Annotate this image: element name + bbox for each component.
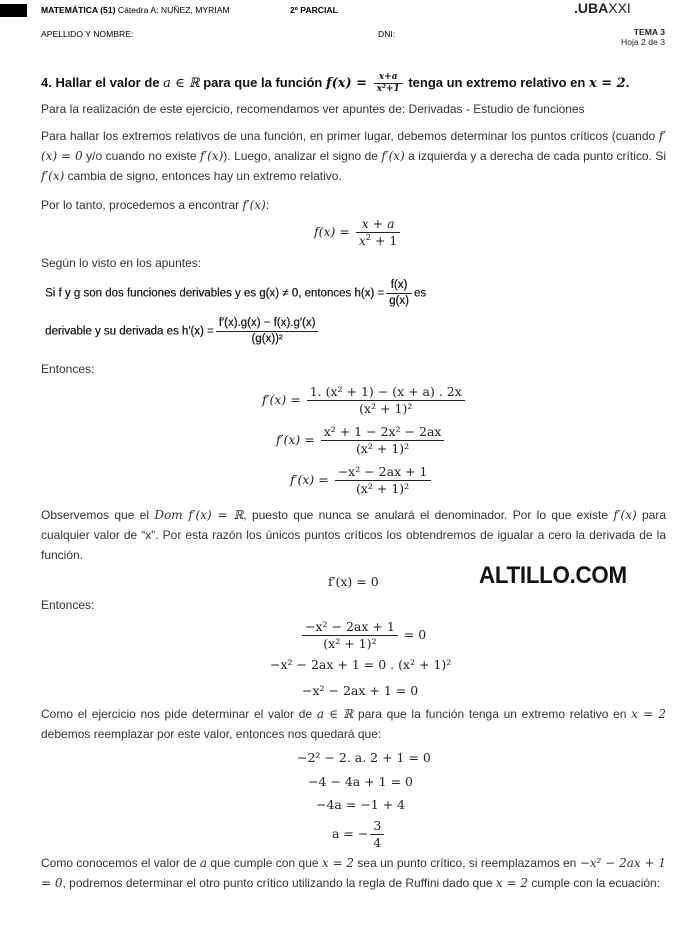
derivative-step-1: f′(x) = $\frac{\text{1. (x² + 1) − (x + a) . 2x}}{\text{(x² + 1)²}}$: [262, 384, 467, 417]
uba-logo: .UBAXXI: [574, 0, 631, 16]
zero-step-1: $\frac{\text{−x² − 2ax + 1}}{\text{(x² + 1)²}}$ = 0: [300, 619, 426, 652]
exercise-title: 4. Hallar el valor de a ∈ ℝ para que la función f(x) = $\frac{x+a}{\text{x²+1}}$ tenga un extremo relativo en x = 2.: [41, 72, 630, 94]
zero-step-2: −x² − 2ax + 1 = 0 . (x² + 1)²: [270, 657, 452, 672]
paragraph-notes: Según lo visto en los apuntes:: [41, 256, 202, 270]
function-equation: f(x) = $\frac{x + a}{x^2 + 1}$: [314, 216, 402, 249]
derivative-zero: f′(x) = 0: [328, 574, 379, 589]
course-title: MATEMÁTICA (51) Cátedra A: NUÑEZ, MYRIAM: [41, 5, 230, 15]
paragraph-then-1: Entonces:: [41, 362, 95, 376]
watermark: ALTILLO.COM: [479, 562, 627, 589]
paragraph-then-2: Entonces:: [41, 598, 95, 612]
derivative-step-2: f′(x) = $\frac{\text{x² + 1 − 2x² − 2ax}}{\text{(x² + 1)²}}$: [276, 424, 446, 457]
quotient-rule-line2: derivable y su derivada es h′(x) = $\frac{f'(x).g(x) - f(x).g'(x)}{\text{(g(x))²}}$: [45, 316, 320, 347]
paragraph-recommendation: Para la realización de este ejercicio, recomendamos ver apuntes de: Derivadas - Estudio de funciones: [41, 102, 585, 116]
paragraph-substitute: Como el ejercicio nos pide determinar el valor de a ∈ ℝ para que la función tenga un extremo relativo en x = 2 debemos reemplazar por este valor, entonces nos quedará que:: [41, 707, 666, 741]
paragraph-intro: Para hallar los extremos relativos de una función, en primer lugar, debemos determinar los puntos críticos (cuando f′(x) = 0 y/o cuando no existe f′(x)). Luego, analizar el signo de f′(x) a izquierda y a derecha de cada punto crítico. Si f′(x) cambia de signo, entonces hay un extremo relativo.: [41, 129, 667, 183]
solve-step-1: −2² − 2. a. 2 + 1 = 0: [297, 750, 431, 765]
zero-step-3: −x² − 2ax + 1 = 0: [302, 683, 419, 698]
name-label: APELLIDO Y NOMBRE:: [41, 29, 134, 39]
quotient-rule-line1: Si f y g son dos funciones derivables y es g(x) ≠ 0, entonces h(x) = $\frac{f(x)}{g(x)}$ es: [45, 279, 426, 307]
paragraph-ruffini: Como conocemos el valor de a que cumple con que x = 2 sea un punto crítico, si reemplazamos en −x² − 2ax + 1 = 0, podremos determinar el otro punto crítico utilizando la regla de Ruffini dado que x = 2 cumple con la ecuación:: [41, 856, 666, 890]
header-black-bar: [0, 4, 27, 17]
dni-label: DNI:: [378, 29, 396, 39]
derivative-step-3: f′(x) = $\frac{\text{−x² − 2ax + 1}}{\text{(x² + 1)²}}$: [290, 464, 433, 497]
solve-step-3: −4a = −1 + 4: [316, 797, 406, 812]
exam-label: 2º PARCIAL: [290, 5, 338, 15]
paragraph-domain: Observemos que el Dom f′(x) = ℝ, puesto que nunca se anulará el denominador. Por lo que existe f′(x) para cualquier valor de “x”. Por esta razón los únicos puntos críticos los obtendremos de igualar a cero la derivada de la función.: [41, 508, 666, 562]
tema-info: TEMA 3 Hoja 2 de 3: [621, 27, 665, 47]
solve-step-2: −4 − 4a + 1 = 0: [308, 774, 413, 789]
paragraph-procedure: Por lo tanto, procedemos a encontrar f′(x):: [41, 198, 270, 212]
solve-result: a = − $\frac{3}{4}$: [332, 818, 386, 851]
